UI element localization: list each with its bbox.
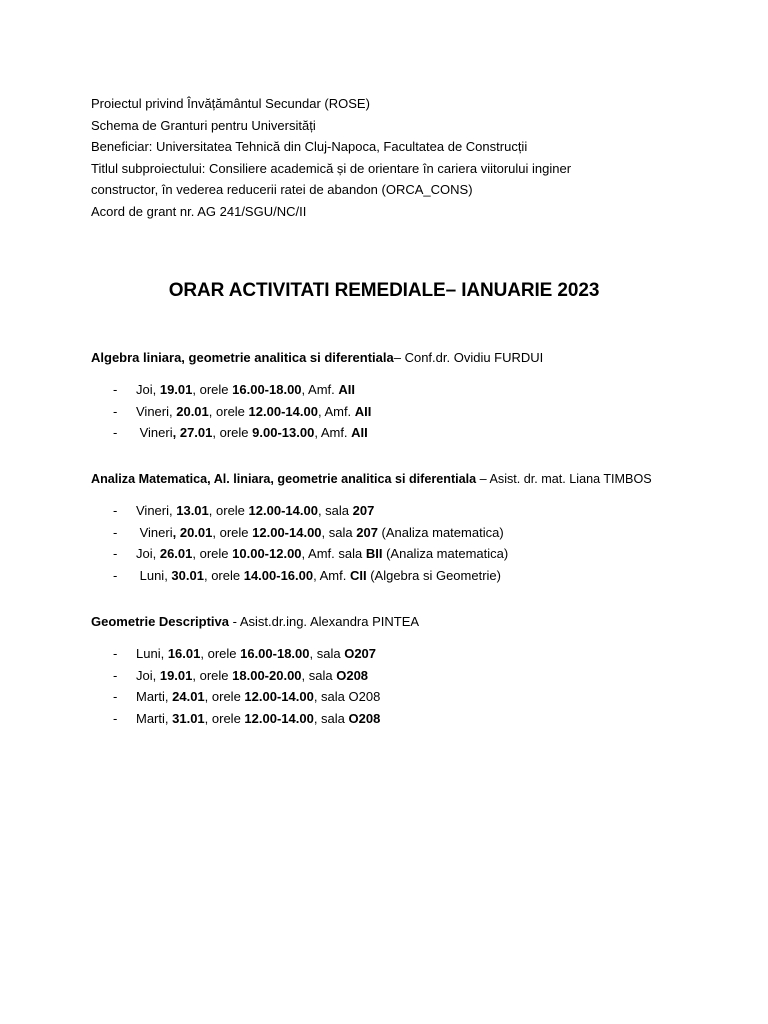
session-hours-label: , orele [192, 546, 233, 561]
list-dash: - [113, 667, 118, 683]
session-hours-label: , orele [203, 567, 244, 583]
session-list [91, 643, 731, 729]
session-room: 207 [352, 503, 375, 518]
session-item [91, 522, 731, 544]
session-day: Joi, [136, 382, 160, 397]
course-name: Algebra liniara, geometrie analitica si diferentiala [91, 350, 394, 365]
session-item [91, 686, 731, 708]
session-hours: 9.00-13.00 [252, 425, 315, 440]
session-item [91, 401, 731, 423]
session-day: Joi, [136, 546, 160, 561]
session-date: 24.01 [172, 689, 205, 704]
session-hours-label: , orele [192, 667, 233, 683]
session-room-label: , Amf. [301, 382, 339, 397]
session-item [91, 500, 731, 522]
list-dash: - [113, 403, 118, 419]
session-hours: 12.00-14.00 [244, 710, 314, 726]
session-day: Marti, [136, 689, 173, 704]
session-item [91, 643, 731, 665]
session-hours-label: , orele [204, 689, 245, 704]
session-room-label: , Amf. sala [301, 546, 366, 561]
session-room: 207 [356, 524, 378, 540]
session-list [91, 500, 731, 586]
session-date: , 20.01 [172, 524, 213, 540]
session-day: Vineri, [136, 403, 177, 419]
course-name: Analiza Matematica, Al. liniara, geometrie analitica si diferentiala [91, 472, 477, 486]
course-name: Geometrie Descriptiva [91, 614, 230, 629]
list-dash: - [113, 646, 118, 661]
session-room: AII [354, 403, 372, 419]
session-room: AII [351, 425, 368, 440]
session-room: AII [338, 382, 356, 397]
header-line: Titlul subproiectului: Consiliere academică și de orientare în cariera viitorului inginer [91, 160, 572, 176]
course-section-algebra [91, 350, 731, 444]
header-line: Schema de Granturi pentru Universități [91, 117, 316, 133]
session-hours: 10.00-12.00 [232, 546, 302, 561]
session-hours-label: , orele [192, 382, 233, 397]
session-hours: 12.00-14.00 [248, 403, 318, 419]
list-dash: - [113, 503, 118, 518]
course-section-geometrie-descriptiva [91, 614, 731, 729]
session-date: 26.01 [159, 546, 193, 561]
session-room: BII [365, 546, 383, 561]
session-list [91, 379, 731, 444]
list-dash: - [113, 710, 118, 726]
session-item [91, 708, 731, 730]
course-section-analiza [91, 472, 731, 586]
session-hours: 12.00-14.00 [248, 503, 318, 518]
session-day: Marti, [136, 710, 173, 726]
session-date: , 27.01 [172, 425, 213, 440]
session-hours-label: , orele [208, 403, 249, 419]
session-day: Vineri [136, 425, 173, 440]
session-note: (Analiza matematica) [382, 546, 509, 561]
header-line: Acord de grant nr. AG 241/SGU/NC/II [91, 203, 307, 219]
session-room: O208 [336, 667, 369, 683]
list-dash: - [113, 546, 118, 561]
session-date: 31.01 [172, 710, 205, 726]
session-item [91, 565, 731, 587]
session-hours: 14.00-16.00 [243, 567, 314, 583]
session-room-label: , sala [309, 646, 345, 661]
session-room: CII [349, 567, 367, 583]
session-day: Joi, [136, 667, 160, 683]
session-room-label: , Amf. [313, 567, 350, 583]
session-date: 16.01 [167, 646, 201, 661]
session-date: 20.01 [176, 403, 209, 419]
header-line: Proiectul privind Învățământul Secundar (ROSE) [91, 96, 370, 111]
session-hours: 12.00-14.00 [244, 689, 314, 704]
session-hours-label: , orele [200, 646, 241, 661]
list-dash: - [113, 524, 118, 540]
session-date: 30.01 [171, 567, 204, 583]
session-room-label: , sala [321, 524, 357, 540]
session-item [91, 379, 731, 401]
session-hours-label: , orele [212, 425, 253, 440]
list-dash: - [113, 425, 118, 440]
schedule-title: ORAR ACTIVITATI REMEDIALE– IANUARIE 2023 [168, 280, 600, 301]
session-room: O208 [348, 710, 381, 726]
list-dash: - [113, 382, 118, 397]
session-room-label: , sala O208 [313, 689, 381, 704]
session-hours: 12.00-14.00 [252, 524, 322, 540]
session-day: Luni, [136, 646, 168, 661]
session-item [91, 422, 731, 444]
session-date: 19.01 [159, 667, 193, 683]
session-note: (Algebra si Geometrie) [366, 567, 501, 583]
course-heading [91, 614, 731, 629]
session-note: (Analiza matematica) [377, 524, 504, 540]
list-dash: - [113, 689, 118, 704]
session-date: 19.01 [159, 382, 193, 397]
course-heading [91, 350, 731, 365]
list-dash: - [113, 567, 118, 583]
session-room-label: , sala [301, 667, 337, 683]
course-heading [91, 472, 731, 486]
course-instructor: – Conf.dr. Ovidiu FURDUI [393, 350, 544, 365]
header-line: Beneficiar: Universitatea Tehnică din Cluj-Napoca, Facultatea de Construcții [91, 139, 528, 154]
session-room: O207 [344, 646, 377, 661]
session-day: Vineri, [136, 503, 177, 518]
session-hours: 18.00-20.00 [232, 667, 302, 683]
session-room-label: , Amf. [317, 403, 355, 419]
session-room-label: , sala [313, 710, 349, 726]
session-hours-label: , orele [212, 524, 253, 540]
project-header [91, 93, 571, 222]
session-item [91, 543, 731, 565]
course-instructor: - Asist.dr.ing. Alexandra PINTEA [229, 614, 420, 629]
session-hours: 16.00-18.00 [240, 646, 310, 661]
session-day: Luni, [136, 567, 172, 583]
session-item [91, 665, 731, 687]
session-hours-label: , orele [204, 710, 245, 726]
session-hours-label: , orele [208, 503, 249, 518]
session-room-label: , Amf. [314, 425, 352, 440]
header-line: constructor, în vederea reducerii ratei de abandon (ORCA_CONS) [91, 182, 473, 197]
session-hours: 16.00-18.00 [232, 382, 302, 397]
course-instructor: – Asist. dr. mat. Liana TIMBOS [476, 472, 652, 486]
session-date: 13.01 [176, 503, 209, 518]
session-room-label: , sala [317, 503, 353, 518]
session-day: Vineri [136, 524, 173, 540]
